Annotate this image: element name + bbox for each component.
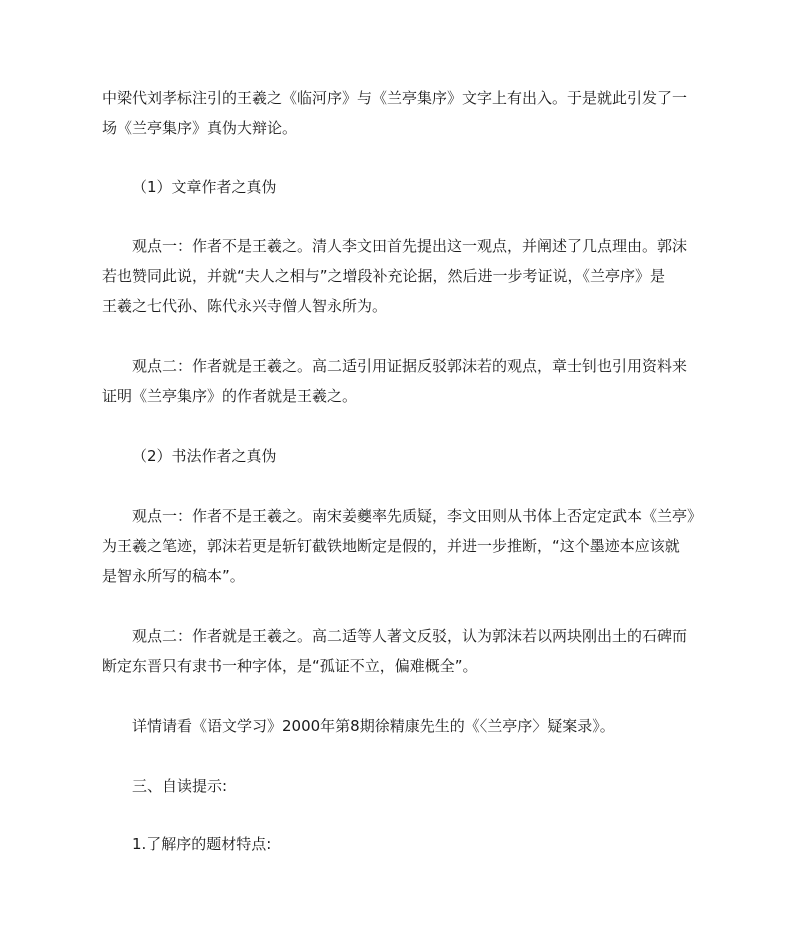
text-line: （1）文章作者之真伪 bbox=[132, 178, 277, 196]
text-line: 场《兰亭集序》真伪大辩论。 bbox=[102, 119, 298, 137]
reference-paragraph bbox=[132, 711, 698, 741]
text-line: 断定东晋只有隶书一种字体，是“孤证不立，偏难概全”。 bbox=[102, 657, 478, 675]
intro-paragraph bbox=[102, 83, 698, 143]
text-line: 是智永所写的稿本”。 bbox=[102, 567, 245, 585]
text-line: 若也赞同此说，并就“夫人之相与”之增段补充论据，然后进一步考证说，《兰亭序》是 bbox=[102, 267, 666, 285]
text-line: 证明《兰亭集序》的作者就是王羲之。 bbox=[102, 387, 358, 405]
section-heading-calligraphy-author bbox=[132, 441, 698, 471]
text-line: 详情请看《语文学习》2000年第8期徐精康先生的《〈兰亭序〉疑案录》。 bbox=[132, 717, 615, 735]
viewpoint-paragraph bbox=[102, 621, 698, 681]
viewpoint-paragraph bbox=[102, 501, 703, 591]
text-line: （2）书法作者之真伪 bbox=[132, 447, 277, 465]
viewpoint-paragraph bbox=[102, 231, 698, 321]
section-heading-text-author bbox=[132, 172, 698, 202]
text-line: 1.了解序的题材特点: bbox=[132, 835, 272, 853]
text-line: 中梁代刘孝标注引的王羲之《临河序》与《兰亭集序》文字上有出入。于是就此引发了一 bbox=[102, 89, 688, 107]
list-item-heading bbox=[132, 829, 698, 859]
section-title bbox=[132, 771, 698, 801]
text-line: 王羲之七代孙、陈代永兴寺僧人智永所为。 bbox=[102, 297, 388, 315]
viewpoint-paragraph bbox=[102, 351, 698, 411]
text-line: 观点二：作者就是王羲之。高二适引用证据反驳郭沫若的观点，章士钊也引用资料来 bbox=[132, 357, 688, 375]
text-line: 三、自读提示: bbox=[132, 777, 228, 795]
text-line: 观点一：作者不是王羲之。清人李文田首先提出这一观点，并阐述了几点理由。郭沫 bbox=[132, 237, 688, 255]
text-line: 观点二：作者就是王羲之。高二适等人著文反驳，认为郭沫若以两块刚出土的石碑而 bbox=[132, 627, 688, 645]
text-line: 观点一：作者不是王羲之。南宋姜夔率先质疑，李文田则从书体上否定定武本《兰亭》 bbox=[132, 507, 703, 525]
text-line: 为王羲之笔迹，郭沫若更是斩钉截铁地断定是假的，并进一步推断，“这个墨迹本应该就 bbox=[102, 537, 680, 555]
